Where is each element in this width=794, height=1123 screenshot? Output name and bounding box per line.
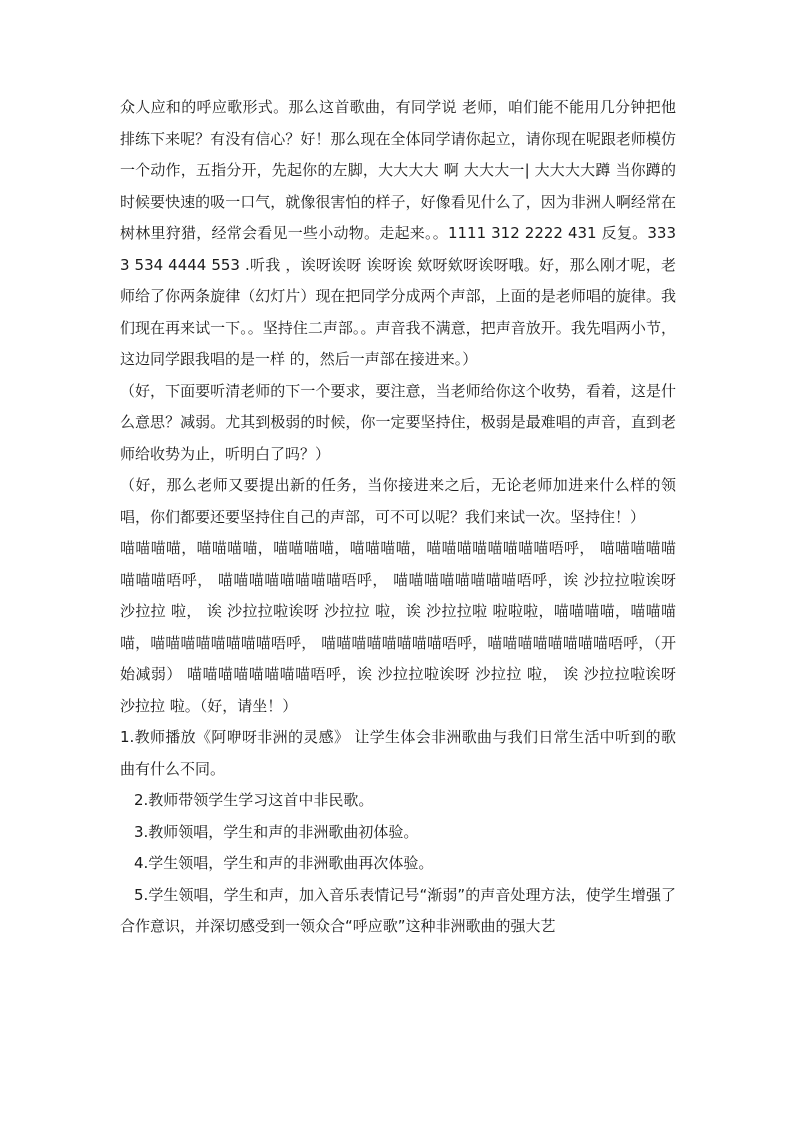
document-body: [120, 92, 676, 943]
teaching-step-5: 5.学生领唱，学生和声，加入音乐表情记号“渐弱”的声音处理方法，使学生增强了合作意识，并深切感受到一领众合“呼应歌”这种非洲歌曲的强大艺: [120, 885, 676, 935]
body-paragraph: （好，下面要听清老师的下一个要求，要注意，当老师给你这个收势，看着，这是什么意思？减弱。尤其到极弱的时候，你一定要坚持住，极弱是最难唱的声音，直到老师给收势为止，听明白了吗？）: [120, 381, 676, 463]
teaching-step-2: 2.教师带领学生学习这首中非民歌。: [134, 791, 374, 809]
chant-lyrics-paragraph: 喵喵喵喵，喵喵喵喵，喵喵喵喵，喵喵喵喵，喵喵喵喵喵喵喵喵唔呼， 喵喵喵喵喵喵喵喵唔呼， 喵喵喵喵喵喵喵喵唔呼， 喵喵喵喵喵喵喵喵唔呼，诶 沙拉拉啦诶呀 沙拉拉 啦， 诶 沙拉拉啦诶呀 沙拉拉 啦，诶 沙拉拉啦 啦啦啦，喵喵喵喵，喵喵喵喵，喵喵喵喵喵喵喵喵唔呼， 喵喵喵喵喵喵喵喵唔呼，喵喵喵喵喵喵喵喵唔呼，（开始减弱） 喵喵喵喵喵喵喵喵唔呼，诶 沙拉拉啦诶呀 沙拉拉 啦， 诶 沙拉拉啦诶呀 沙拉拉 啦。（好，请坐！）: [120, 539, 676, 715]
body-paragraph: （好，那么老师又要提出新的任务，当你接进来之后，无论老师加进来什么样的领唱，你们都要还要坚持住自己的声部，可不可以呢？我们来试一次。坚持住！）: [120, 476, 676, 526]
teaching-step-1: 1.教师播放《阿咿呀非洲的灵感》 让学生体会非洲歌曲与我们日常生活中听到的歌曲有什么不同。: [120, 728, 676, 778]
teaching-step-4: 4.学生领唱，学生和声的非洲歌曲再次体验。: [134, 854, 434, 872]
body-paragraph: 众人应和的呼应歌形式。那么这首歌曲，有同学说 老师，咱们能不能用几分钟把他排练下来呢？有没有信心？好！那么现在全体同学请你起立，请你现在呢跟老师模仿一个动作，五指分开，先起你的左脚，大大大大 啊 大大大一| 大大大大蹲 当你蹲的时候要快速的吸一口气，就像很害怕的样子，好像看见什么了，因为非洲人啊经常在树林里狩猎，经常会看见一些小动物。走起来。。1111 312 2222 431 反复。3333 534 4444 553 .听我 ，诶呀诶呀 诶呀诶 欸呀欸呀诶呀哦。好，那么刚才呢，老师给了你两条旋律（幻灯片）现在把同学分成两个声部，上面的是老师唱的旋律。我们现在再来试一下。。坚持住二声部。。声音我不满意，把声音放开。我先唱两小节，这边同学跟我唱的是一样 的，然后一声部在接进来。）: [120, 98, 676, 368]
teaching-step-3: 3.教师领唱，学生和声的非洲歌曲初体验。: [134, 822, 419, 841]
